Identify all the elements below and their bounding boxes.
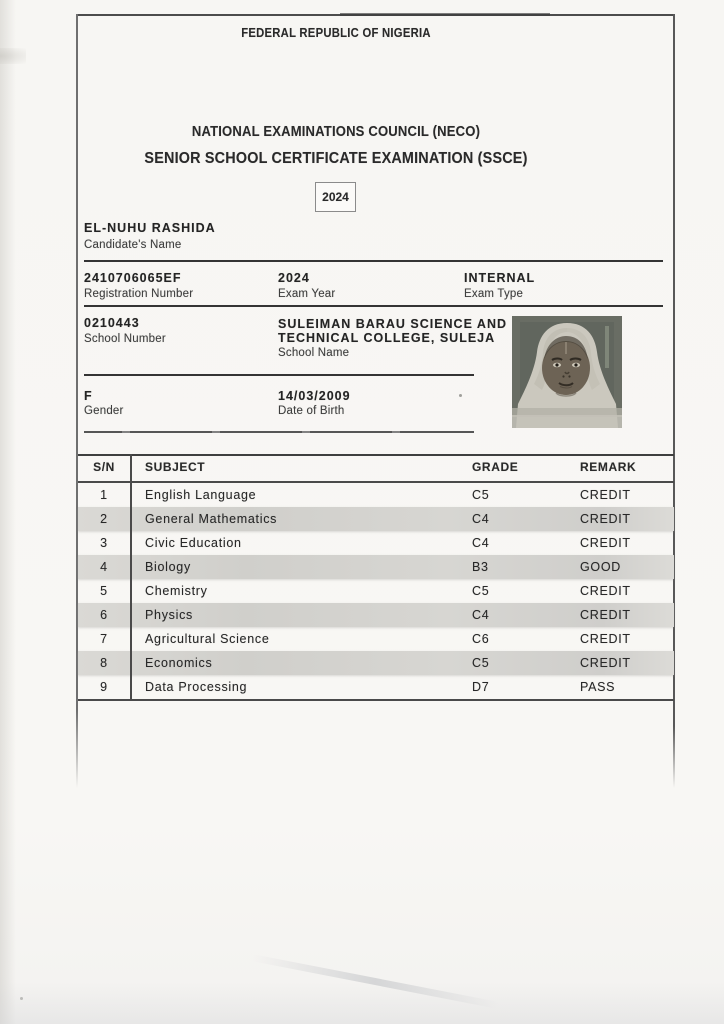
cell-subject: Civic Education (145, 536, 242, 550)
school-name-line1: SULEIMAN BARAU SCIENCE AND (278, 317, 508, 331)
year-badge: 2024 (315, 182, 356, 212)
date-of-birth-value: 14/03/2009 (278, 389, 351, 403)
gender-label: Gender (84, 405, 124, 417)
exam-year-label: Exam Year (278, 288, 336, 300)
divider-line (84, 305, 663, 307)
cell-grade: B3 (472, 560, 489, 574)
scan-speck (20, 997, 23, 1000)
cell-remark: CREDIT (580, 536, 631, 550)
cell-sn: 4 (100, 560, 108, 574)
gender-value: F (84, 389, 93, 403)
divider-line (84, 431, 474, 433)
cell-subject: General Mathematics (145, 512, 278, 526)
header-council: NATIONAL EXAMINATIONS COUNCIL (NECO) (191, 124, 481, 140)
cell-sn: 8 (100, 656, 108, 670)
cell-sn: 6 (100, 608, 108, 622)
candidate-name-label: Candidate's Name (84, 239, 182, 251)
candidate-photo (512, 316, 622, 428)
registration-number-value: 2410706065EF (84, 271, 182, 285)
table-row (78, 627, 674, 651)
registration-number-label: Registration Number (84, 288, 194, 300)
candidate-name-value: EL-NUHU RASHIDA (84, 221, 216, 235)
school-name-line2: TECHNICAL COLLEGE, SULEJA (278, 331, 496, 345)
table-row (78, 555, 674, 579)
cell-remark: CREDIT (580, 512, 631, 526)
cell-grade: C4 (472, 536, 490, 550)
scan-smudge (0, 48, 26, 64)
cell-remark: CREDIT (580, 608, 631, 622)
cell-grade: C4 (472, 512, 490, 526)
exam-type-label: Exam Type (464, 288, 524, 300)
cell-remark: CREDIT (580, 632, 631, 646)
table-row (78, 507, 674, 531)
cell-remark: GOOD (580, 560, 621, 574)
cell-sn: 5 (100, 584, 108, 598)
document-border-top-dark-segment (340, 13, 550, 16)
table-bottom-border (78, 699, 674, 701)
school-name-label: School Name (278, 347, 350, 359)
table-top-border (78, 454, 674, 456)
table-row (78, 531, 674, 555)
cell-sn: 9 (100, 680, 108, 694)
cell-remark: CREDIT (580, 656, 631, 670)
cell-sn: 3 (100, 536, 108, 550)
table-row (78, 483, 674, 507)
table-header-remark: REMARK (580, 460, 637, 474)
cell-grade: C6 (472, 632, 490, 646)
table-column-divider (130, 454, 132, 701)
results-rows (78, 483, 674, 699)
cell-subject: Agricultural Science (145, 632, 270, 646)
cell-remark: CREDIT (580, 488, 631, 502)
cell-sn: 1 (100, 488, 108, 502)
table-row (78, 603, 674, 627)
scan-edge-shadow (0, 0, 16, 1024)
table-row (78, 579, 674, 603)
date-of-birth-label: Date of Birth (278, 405, 345, 417)
cell-grade: C5 (472, 584, 490, 598)
cell-subject: Physics (145, 608, 193, 622)
exam-type-value: INTERNAL (464, 271, 536, 285)
header-exam-title: SENIOR SCHOOL CERTIFICATE EXAMINATION (SSCE) (144, 150, 528, 167)
divider-line (84, 260, 663, 262)
header-country: FEDERAL REPUBLIC OF NIGERIA (241, 26, 431, 40)
cell-subject: English Language (145, 488, 257, 502)
school-number-label: School Number (84, 333, 166, 345)
exam-year-value: 2024 (278, 271, 310, 285)
cell-grade: D7 (472, 680, 490, 694)
cell-subject: Data Processing (145, 680, 248, 694)
cell-sn: 7 (100, 632, 108, 646)
cell-grade: C4 (472, 608, 490, 622)
table-header-sn: S/N (93, 460, 115, 474)
scan-speck (459, 394, 462, 397)
school-number-value: 0210443 (84, 316, 140, 330)
cell-subject: Biology (145, 560, 191, 574)
cell-sn: 2 (100, 512, 108, 526)
divider-line (84, 374, 474, 376)
cell-subject: Economics (145, 656, 213, 670)
table-row (78, 675, 674, 699)
table-header-subject: SUBJECT (145, 460, 206, 474)
scan-bottom-shadow (0, 982, 724, 1024)
table-row (78, 651, 674, 675)
cell-grade: C5 (472, 656, 490, 670)
cell-subject: Chemistry (145, 584, 208, 598)
cell-grade: C5 (472, 488, 490, 502)
table-header-grade: GRADE (472, 460, 519, 474)
cell-remark: PASS (580, 680, 616, 694)
cell-remark: CREDIT (580, 584, 631, 598)
